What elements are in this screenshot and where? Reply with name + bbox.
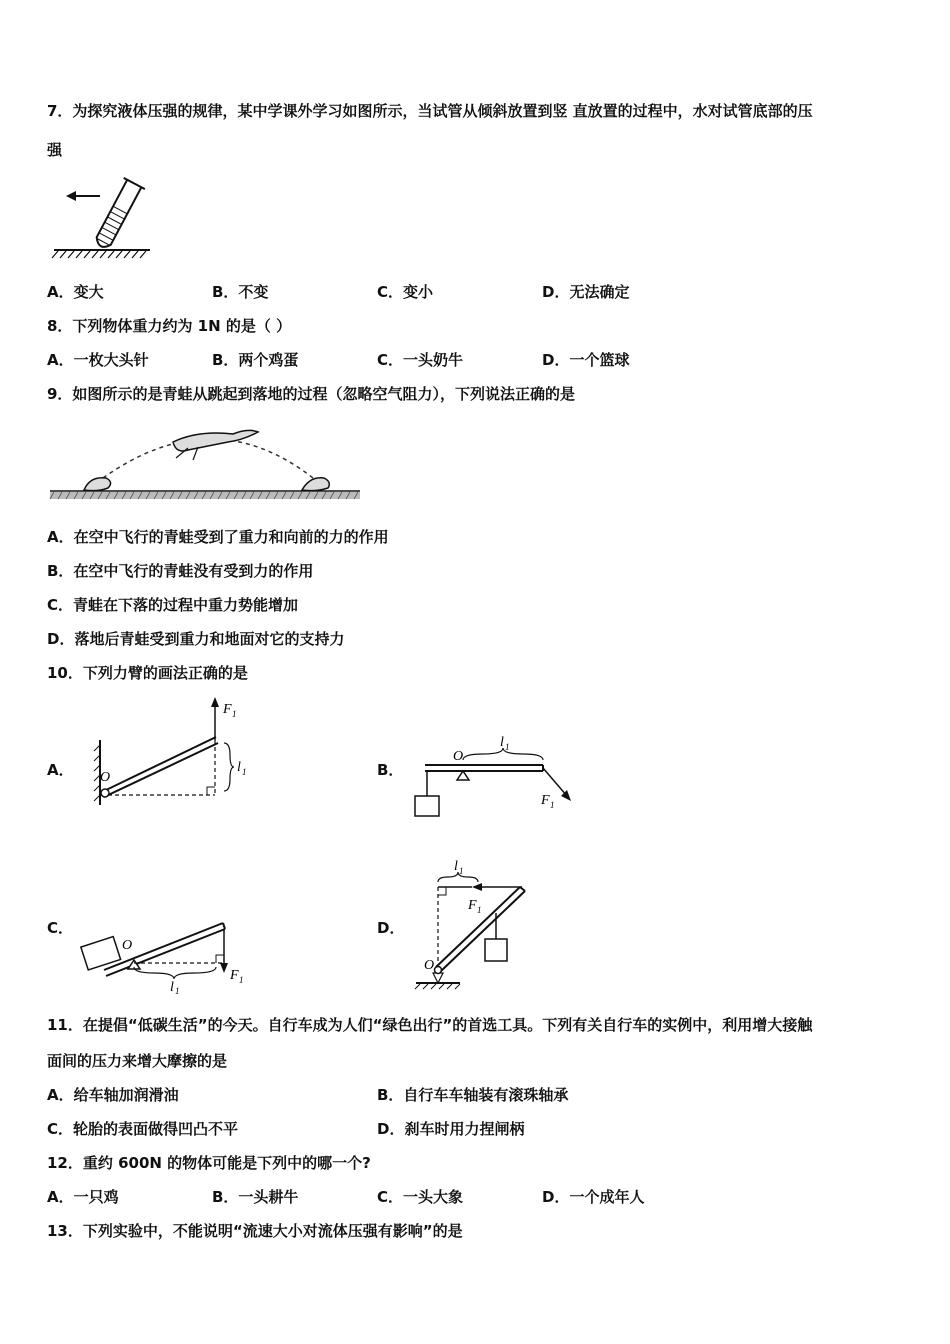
q11-stem-line2: 面间的压力来增大摩擦的是 [47,1052,228,1070]
q7-option-c[interactable]: C．变小 [377,283,434,301]
q10b-arm-sub: 1 [505,742,510,752]
q13-stem: 13．下列实验中，不能说明“流速大小对流体压强有影响”的是 [47,1222,463,1240]
q11-option-c[interactable]: C．轮胎的表面做得凹凸不平 [47,1120,239,1138]
q7-option-d[interactable]: D．无法确定 [542,283,630,301]
q8-stem: 8．下列物体重力约为 1N 的是（ ） [47,317,292,335]
q10d-force-sub: 1 [477,905,482,915]
q12-option-c[interactable]: C．一头大象 [377,1188,464,1206]
q9-option-d[interactable]: D．落地后青蛙受到重力和地面对它的支持力 [47,630,345,648]
q11-option-b[interactable]: B．自行车车轴装有滚珠轴承 [377,1086,569,1104]
q10d-arm-sub: 1 [459,866,464,876]
q10c-force-label: F [230,968,239,983]
q10-label-d[interactable]: D． [377,919,405,937]
q11-option-a[interactable]: A．给车轴加润滑油 [47,1086,179,1104]
q10a-force-sub: 1 [232,709,237,719]
q8-option-d[interactable]: D．一个篮球 [542,351,630,369]
q12-stem: 12．重约 600N 的物体可能是下列中的哪一个? [47,1154,371,1172]
q10-label-a[interactable]: A． [47,761,74,779]
q10a-arm-sub: 1 [242,767,247,777]
q8-option-c[interactable]: C．一头奶牛 [377,351,464,369]
q10-figure-d [410,855,540,990]
q10-stem: 10．下列力臂的画法正确的是 [47,664,248,682]
q10c-pivot-label: O [122,938,133,953]
q10b-arm-label: l [500,735,504,750]
q11-option-d[interactable]: D．刹车时用力捏闸柄 [377,1120,525,1138]
q10a-force-label: F [223,702,232,717]
q7-option-b[interactable]: B．不变 [212,283,269,301]
q9-frog-jump-figure [48,420,363,505]
q7-stem-line1: 7．为探究液体压强的规律，某中学课外学习如图所示，当试管从倾斜放置到竖 直放置的过程中，水对试管底部的压 [47,102,813,120]
q10d-arm-label: l [454,859,458,874]
q10-figure-b [405,730,585,825]
q7-test-tube-figure [50,170,160,265]
q11-stem-line1: 11．在提倡“低碳生活”的今天。自行车成为人们“绿色出行”的首选工具。下列有关自行车的实例中，利用增大接触 [47,1016,813,1034]
q10-figure-c [78,905,258,995]
q10c-arm-label: l [170,980,174,995]
q7-option-a[interactable]: A．变大 [47,283,104,301]
q9-option-b[interactable]: B．在空中飞行的青蛙没有受到力的作用 [47,562,314,580]
q10a-pivot-label: O [100,770,111,785]
q8-option-a[interactable]: A．一枚大头针 [47,351,149,369]
q10-label-b[interactable]: B． [377,761,404,779]
q10c-force-sub: 1 [239,975,244,985]
q10-figure-a [92,695,262,820]
q8-option-b[interactable]: B．两个鸡蛋 [212,351,299,369]
q10b-pivot-label: O [453,749,464,764]
q10d-force-label: F [468,898,477,913]
q12-option-a[interactable]: A．一只鸡 [47,1188,119,1206]
q12-option-d[interactable]: D．一个成年人 [542,1188,645,1206]
q9-stem: 9．如图所示的是青蛙从跳起到落地的过程（忽略空气阻力），下列说法正确的是 [47,385,575,403]
q9-option-c[interactable]: C．青蛙在下落的过程中重力势能增加 [47,596,299,614]
q10d-pivot-label: O [424,958,435,973]
q9-option-a[interactable]: A．在空中飞行的青蛙受到了重力和向前的力的作用 [47,528,389,546]
q10b-force-sub: 1 [550,800,555,810]
q12-option-b[interactable]: B．一头耕牛 [212,1188,299,1206]
q10a-arm-label: l [237,760,241,775]
q10c-arm-sub: 1 [175,986,180,995]
q7-stem-line2: 强 [47,141,63,159]
q10-label-c[interactable]: C． [47,919,74,937]
q10b-force-label: F [541,793,550,808]
